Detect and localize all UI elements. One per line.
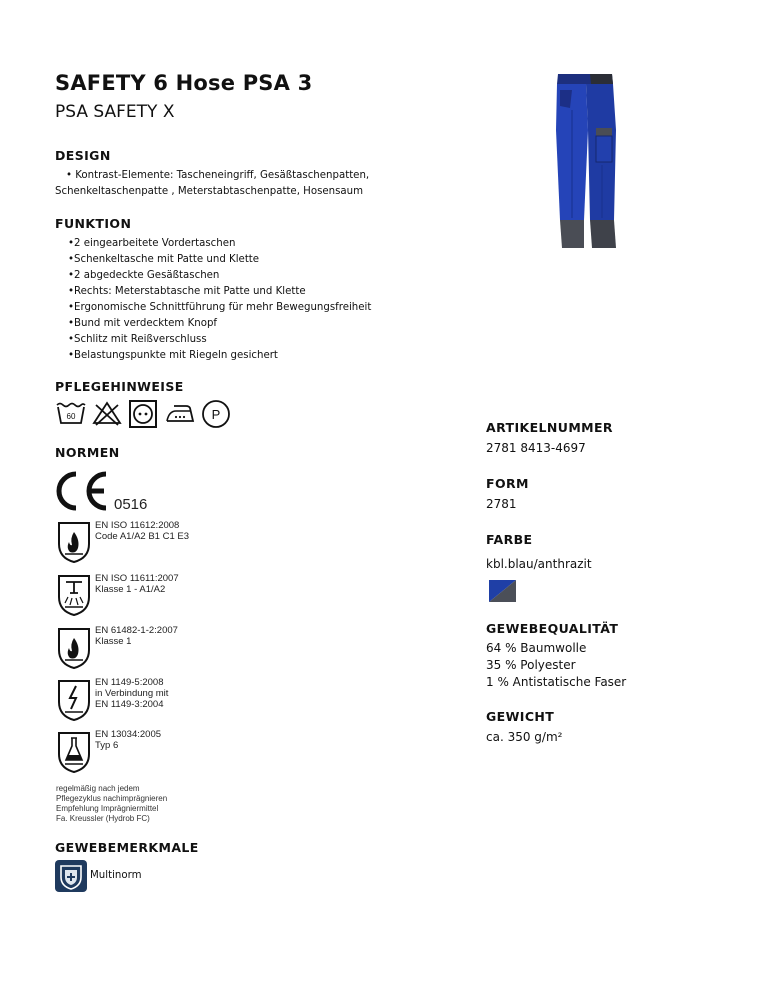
list-item: • Belastungspunkte mit Riegeln gesichert [68,348,371,364]
gewicht-value: ca. 350 g/m² [486,730,563,744]
ce-mark [54,470,114,516]
gewicht-heading: GEWICHT [486,709,555,724]
wash-temp-label: 60 [66,412,76,421]
list-item: • Bund mit verdecktem Knopf [68,316,371,332]
tumble-dry-icon [128,399,158,433]
gewebemerkmale-heading: GEWEBEMERKMALE [55,840,199,855]
dry-clean-label: P [211,407,221,422]
pflege-heading: PFLEGEHINWEISE [55,379,184,394]
funktion-heading: FUNKTION [55,216,132,231]
farbe-value: kbl.blau/anthrazit [486,557,592,571]
standard-line: Code A1/A2 B1 C1 E3 [95,531,190,542]
design-text-line1: • Kontrast-Elemente: Tascheneingriff, Gesäßtaschenpatten, [66,170,370,181]
note-line: regelmäßig nach jedem [56,784,140,793]
standard-line: EN ISO 11611:2007 [95,573,179,584]
standard-line: Typ 6 [95,740,119,751]
multinorm-shield-icon [55,860,87,896]
artikelnummer-value: 2781 8413-4697 [486,441,586,455]
no-bleach-icon [92,399,122,431]
multinorm-label: Multinorm [90,870,142,881]
form-value: 2781 [486,497,517,511]
list-item: • Rechts: Meterstabtasche mit Patte und Klette [68,284,371,300]
gewebequalitaet-heading: GEWEBEQUALITÄT [486,621,619,636]
chemical-shield-icon [56,730,92,778]
standard-line: Klasse 1 [95,636,132,647]
dry-clean-p-icon [201,399,231,433]
wash-60-icon [56,399,86,431]
standard-line: EN ISO 11612:2008 [95,520,180,531]
standard-line: EN 13034:2005 [95,729,162,740]
welding-shield-icon [56,573,92,621]
list-item: • 2 abgedeckte Gesäßtaschen [68,268,371,284]
trousers-image [550,70,622,252]
qualitaet-line: 35 % Polyester [486,658,576,672]
standard-5-text [95,729,161,751]
list-item: • Schenkeltasche mit Patte und Klette [68,252,371,268]
standard-line: EN 61482-1-2:2007 [95,625,178,636]
flame-shield-icon [56,520,92,568]
note-line: Pflegezyklus nachimprägnieren [56,794,168,803]
impregnation-note [56,784,167,824]
standard-1-text [95,520,189,542]
normen-heading: NORMEN [55,445,120,460]
note-line: Fa. Kreussler (Hydrob FC) [56,814,150,823]
product-title: SAFETY 6 Hose PSA 3 [55,71,313,95]
ce-number: 0516 [114,496,148,513]
list-item: • 2 eingearbeitete Vordertaschen [68,236,371,252]
standard-line: EN 1149-3:2004 [95,699,164,710]
design-heading: DESIGN [55,148,111,163]
arc-flame-shield-icon [56,626,92,674]
standard-2-text [95,573,179,595]
qualitaet-line: 1 % Antistatische Faser [486,675,627,689]
standard-line: in Verbindung mit [95,688,169,699]
antistatic-shield-icon [56,678,92,726]
product-subtitle: PSA SAFETY X [55,102,175,122]
farbe-heading: FARBE [486,532,533,547]
list-item: • Schlitz mit Reißverschluss [68,332,371,348]
iron-icon [164,399,196,431]
list-item: • Ergonomische Schnittführung für mehr Bewegungsfreiheit [68,300,371,316]
standard-line: Klasse 1 - A1/A2 [95,584,166,595]
standard-4-text [95,677,168,710]
design-text-line2: Schenkeltaschenpatte , Meterstabtaschenpatte, Hosensaum [55,186,364,197]
standard-line: EN 1149-5:2008 [95,677,164,688]
form-heading: FORM [486,476,529,491]
artikelnummer-heading: ARTIKELNUMMER [486,420,613,435]
standard-3-text [95,625,178,647]
note-line: Empfehlung Imprägniermittel [56,804,159,813]
funktion-list [68,236,371,364]
color-swatch [489,580,516,606]
qualitaet-line: 64 % Baumwolle [486,641,587,655]
